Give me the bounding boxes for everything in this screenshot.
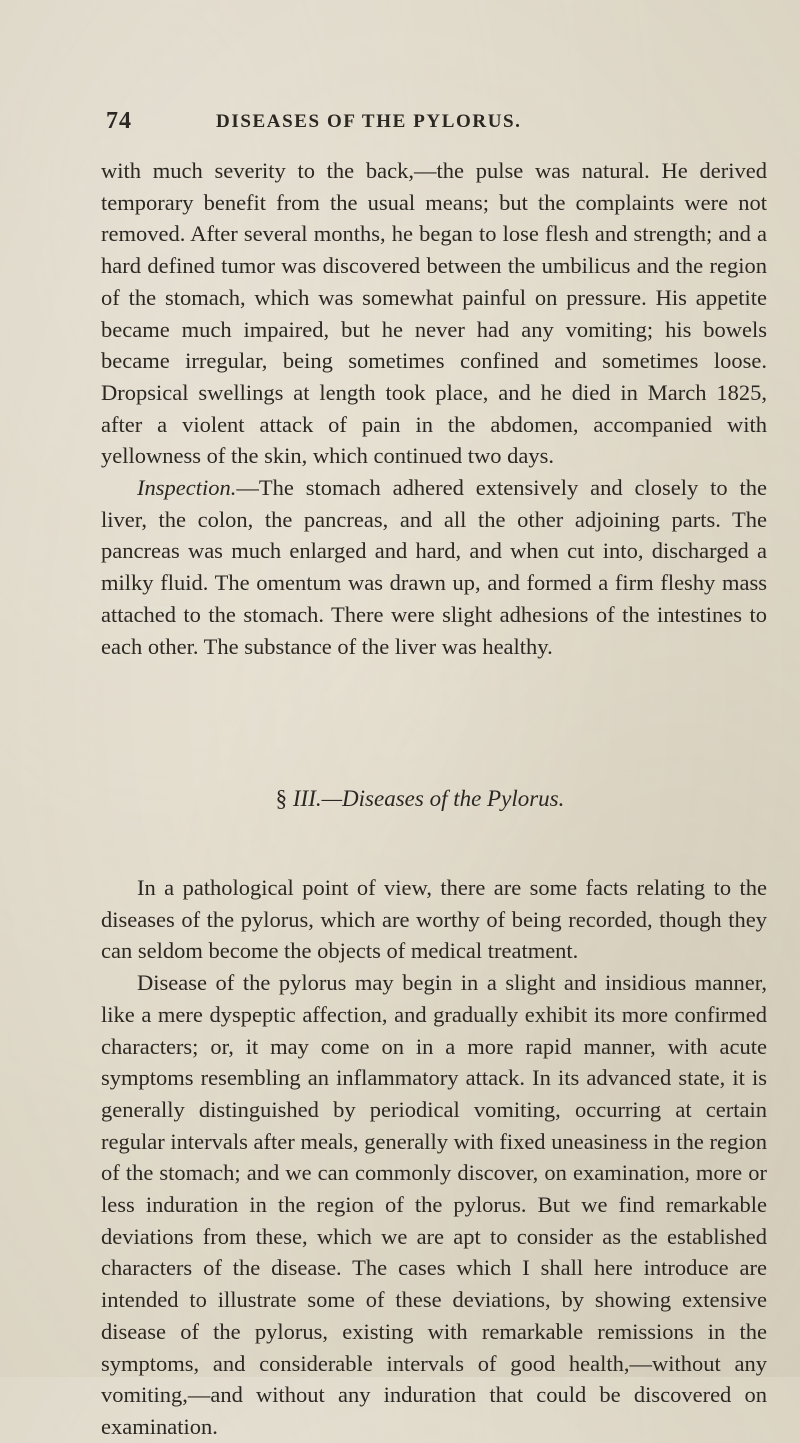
section-text-block bbox=[101, 872, 767, 1443]
inspection-paragraph bbox=[101, 472, 767, 662]
running-title: DISEASES OF THE PYLORUS. bbox=[216, 111, 522, 132]
inspection-label: Inspection. bbox=[137, 475, 237, 501]
inspection-text: —The stomach adhered extensively and closely to the liver, the colon, the pancreas, and all the other adjoining parts. The pancreas was much enlarged and hard, and when cut into, discharged a milky fluid. The omentum was drawn up, and formed a firm fleshy mass attached to the stomach. There were slight adhesions of the intestines to each other. The substance of the liver was healthy. bbox=[101, 475, 767, 659]
section-paragraph-intro: In a pathological point of view, there are some facts relating to the diseases of the pylorus, which are worthy of being recorded, though they can seldom become the objects of medical treatment. bbox=[101, 875, 767, 964]
page-number: 74 bbox=[106, 108, 132, 134]
section-mark: § bbox=[275, 786, 288, 811]
section-paragraph-disease: Disease of the pylorus may begin in a slight and insidious manner, like a mere dyspeptic affection, and gradually exhibit its more confirmed characters; or, it may come on in a more rapid manner, with acute symptoms resembling an inflammatory attack. In its advanced state, it is generally distinguished by periodical vomiting, occurring at certain regular intervals after meals, generally with fixed uneasiness in the region of the stomach; and we can commonly discover, on examination, more or less induration in the region of the pylorus. But we find remarkable deviations from these, which we are apt to consider as the established characters of the disease. The cases which I shall here introduce are intended to illustrate some of these deviations, by showing extensive disease of the pylorus, existing with remarkable remissions in the symptoms, and considerable intervals of good health,—without any vomiting,—and without any induration that could be discovered on examination. bbox=[101, 970, 767, 1439]
section-heading bbox=[0, 786, 800, 812]
running-head bbox=[106, 108, 766, 134]
section-title: III.—Diseases of the Pylorus. bbox=[292, 786, 565, 811]
case-paragraph: with much severity to the back,—the pulse was natural. He derived temporary benefit from the usual means; but the complaints were not removed. After several months, he began to lose flesh and strength; and a hard defined tumor was discovered between the umbilicus and the region of the stomach, which was somewhat painful on pressure. His appetite became much impaired, but he never had any vomiting; his bowels became irregular, being sometimes confined and sometimes loose. Dropsical swellings at length took place, and he died in March 1825, after a violent attack of pain in the abdomen, accompanied with yellowness of the skin, which continued two days. bbox=[101, 158, 767, 469]
case-text-block bbox=[101, 155, 767, 662]
